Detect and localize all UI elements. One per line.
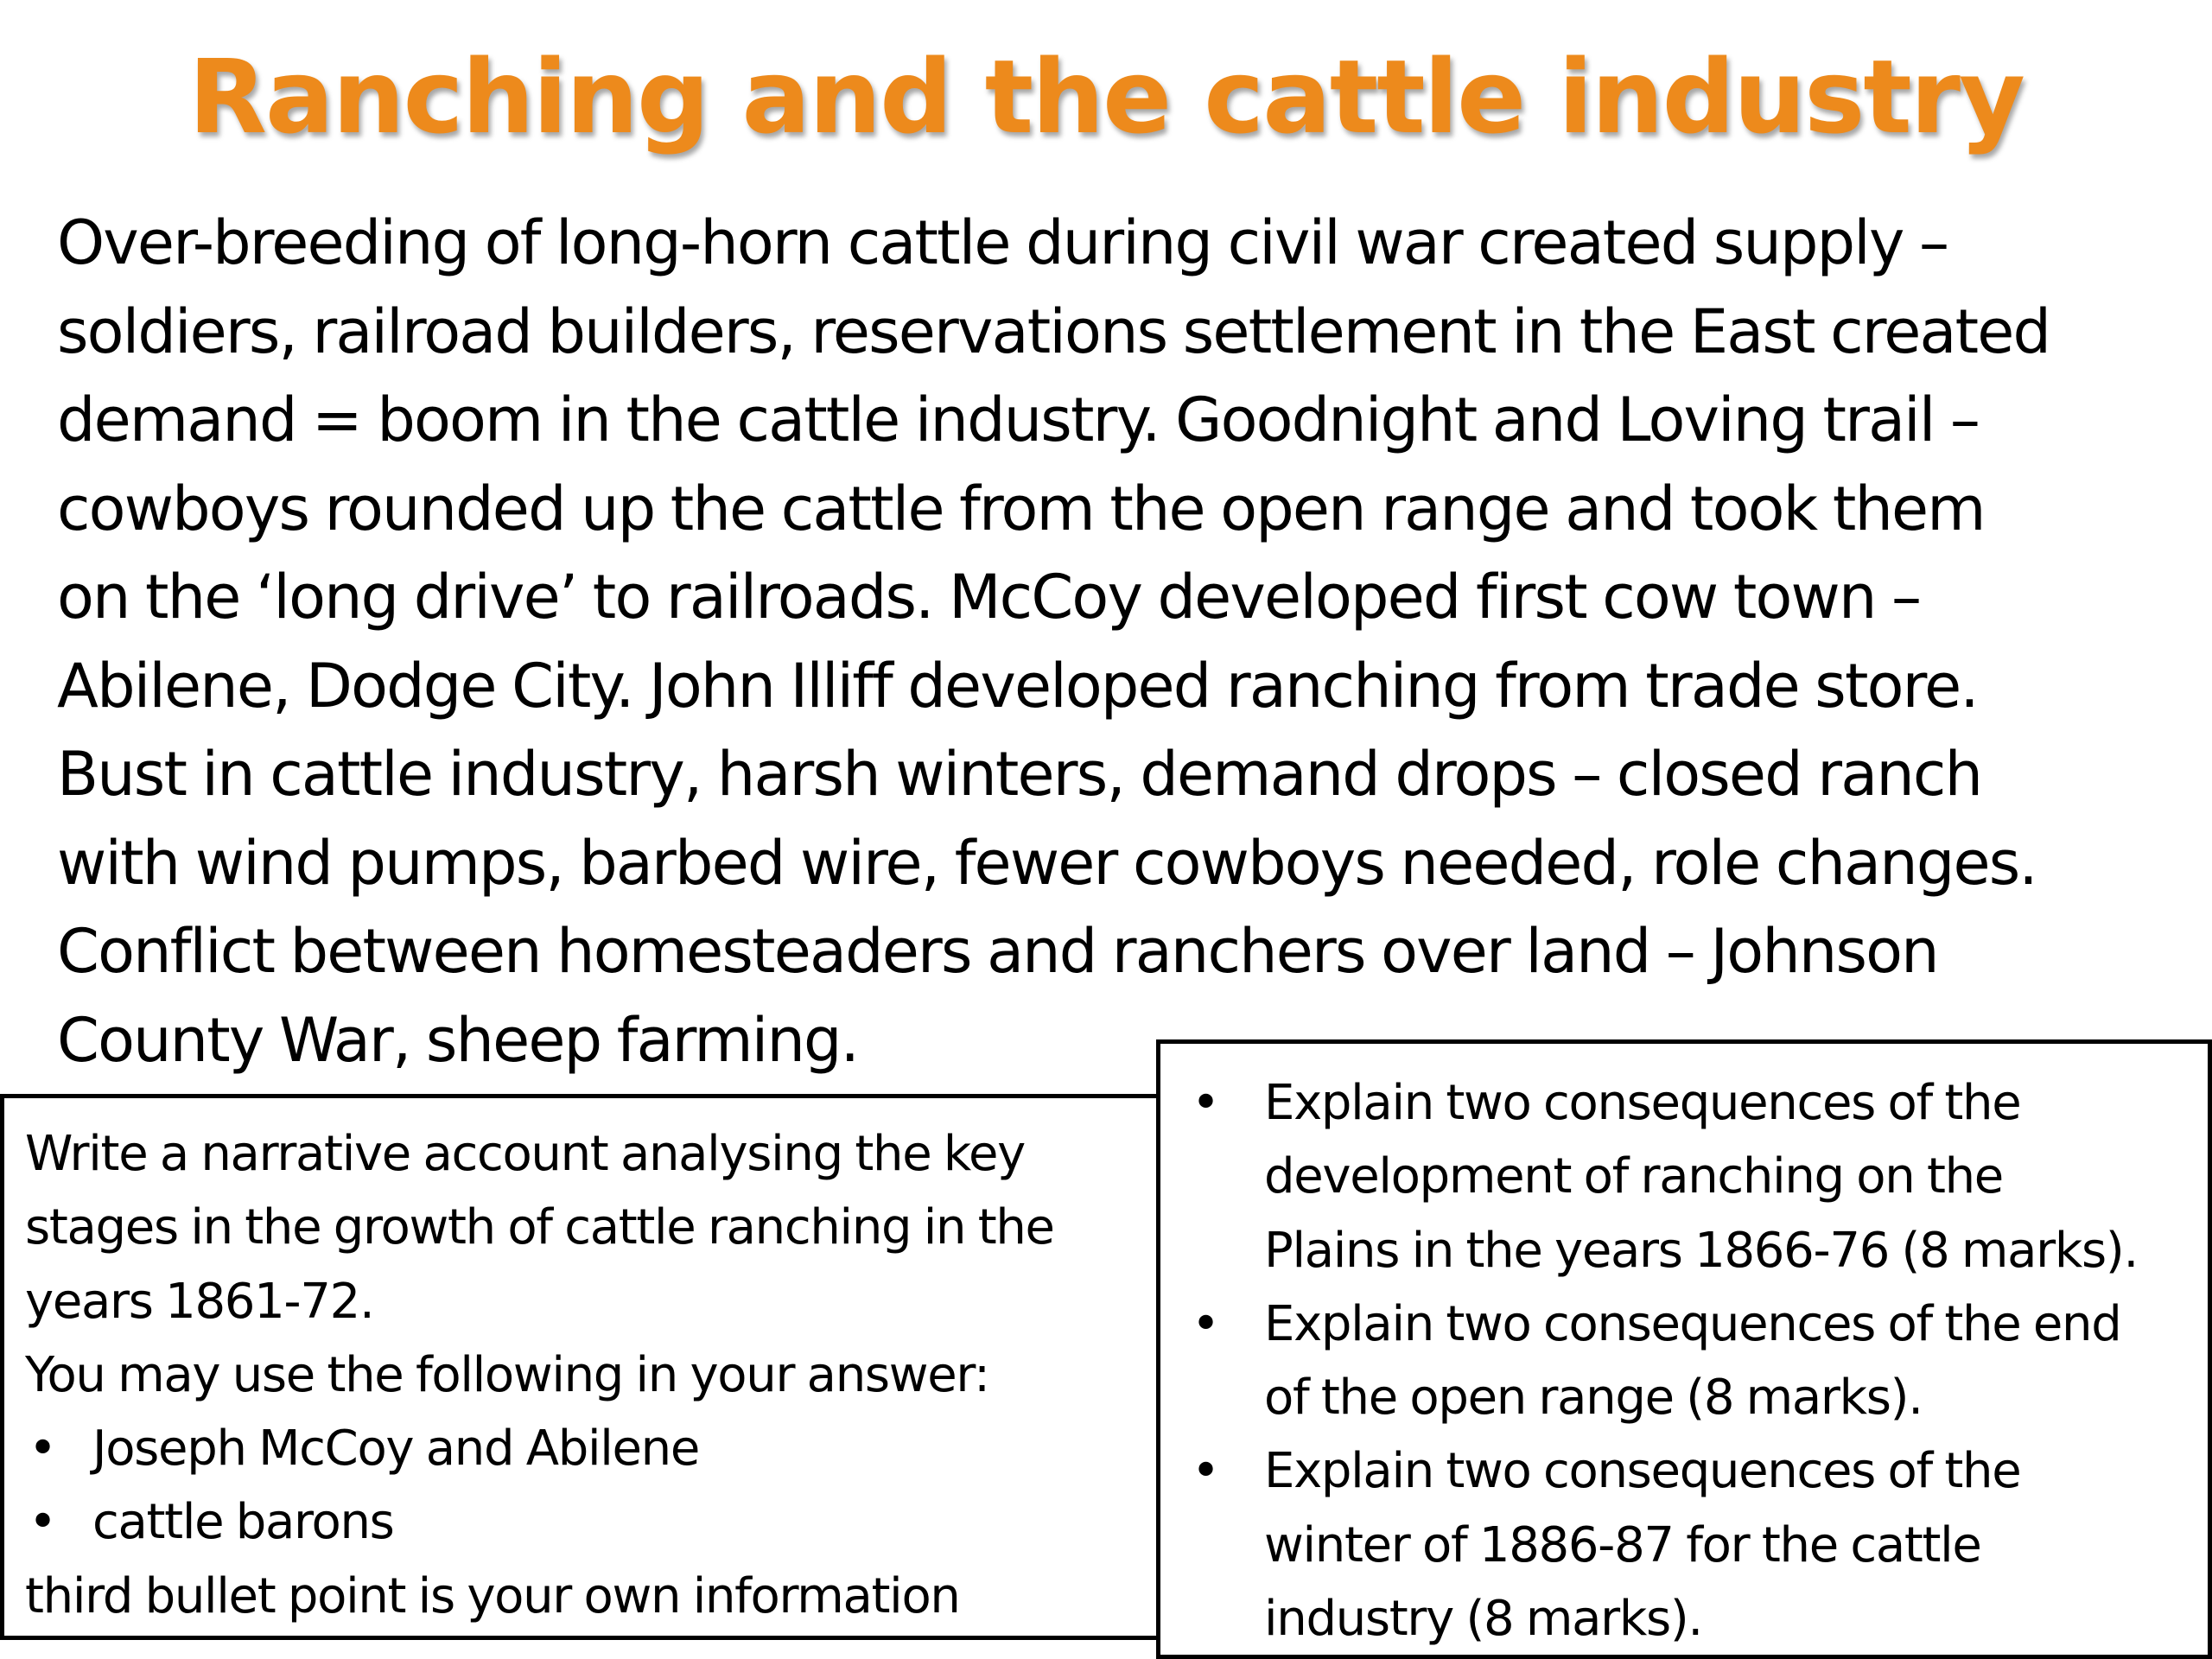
task-bullet-list [25, 1412, 1140, 1560]
slide-title: Ranching and the cattle industry [188, 37, 2024, 156]
bullet-icon: • [29, 1494, 56, 1551]
summary-paragraph: Over-breeding of long-horn cattle during civil war created supply – soldiers, railroad builders, reservations settlement in the East created demand = boom in the cattle industry. Goodnight and Loving trail – cowboys rounded up the cattle from the open range and took them on the ‘long drive’ to railroads. McCoy developed first cow town – Abilene, Dodge City. John Illiff developed ranching from trade store. Bust in cattle industry, harsh winters, demand drops – closed ranch with wind pumps, barbed wire, fewer cowboys needed, role changes. Conflict between homesteaders and ranchers over land – Johnson County War, sheep farming. [57, 207, 2050, 1076]
question-item [1192, 1434, 2190, 1656]
question-item [1192, 1066, 2190, 1287]
bullet-icon: • [1192, 1295, 1219, 1352]
task-bullet-text: cattle barons [92, 1494, 394, 1551]
explain-questions-box [1156, 1039, 2212, 1659]
task-prompt-line: You may use the following in your answer: [25, 1346, 989, 1403]
question-text: Explain two consequences of the end of the open range (8 marks). [1264, 1295, 2121, 1427]
bullet-icon: • [1192, 1443, 1219, 1500]
task-bullet-item [25, 1412, 1140, 1485]
bullet-icon: • [29, 1421, 56, 1478]
task-footer-note: third bullet point is your own information [25, 1567, 960, 1624]
task-prompt-line: years 1861-72. [25, 1273, 374, 1330]
question-item [1192, 1287, 2190, 1435]
task-prompt-line: Write a narrative account analysing the key [25, 1126, 1025, 1182]
question-text: Explain two consequences of the development of ranching on the Plains in the years 1866-76 (8 marks). [1264, 1075, 2138, 1279]
bullet-icon: • [1192, 1075, 1219, 1131]
task-prompt-line: stages in the growth of cattle ranching in the [25, 1199, 1054, 1256]
question-text: Explain two consequences of the winter of 1886-87 for the cattle industry (8 marks). [1264, 1443, 2021, 1648]
task-bullet-item [25, 1485, 1140, 1559]
question-list [1192, 1066, 2190, 1656]
narrative-task-box [0, 1094, 1161, 1640]
task-bullet-text: Joseph McCoy and Abilene [92, 1421, 699, 1478]
